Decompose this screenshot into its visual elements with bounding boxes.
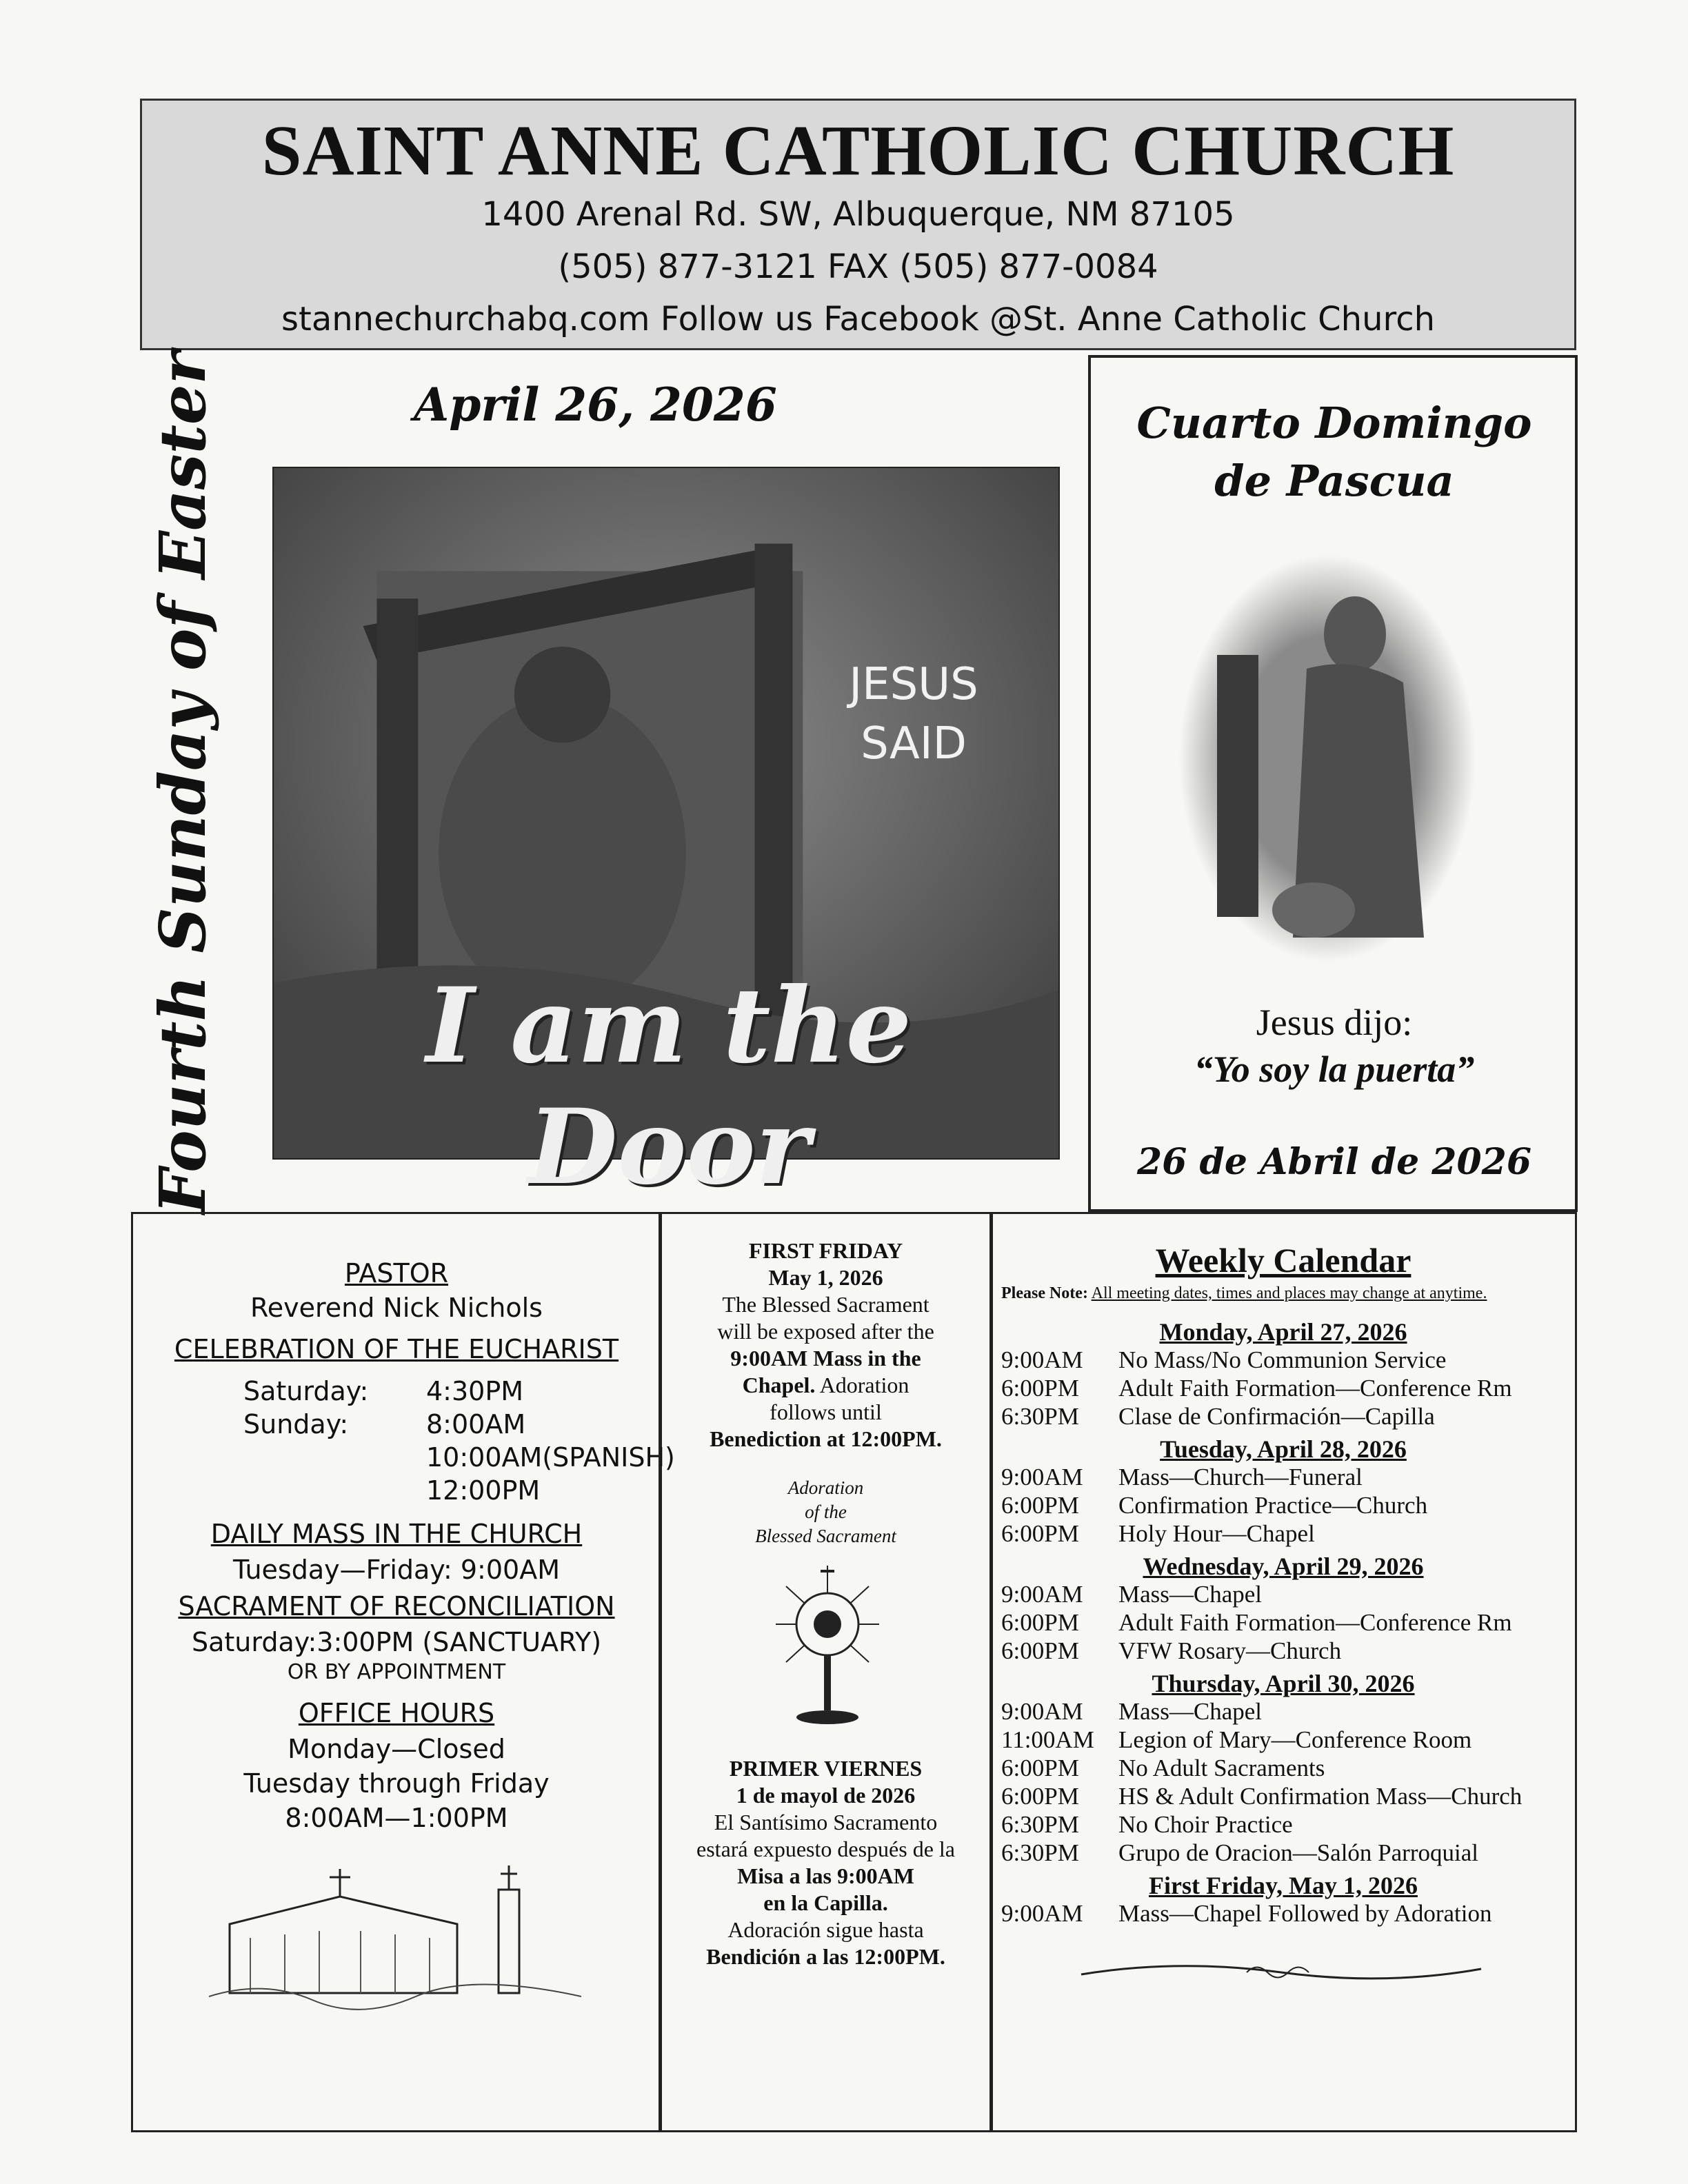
mass-day-1: Saturday: (243, 1376, 369, 1406)
pastor-name: Reverend Nick Nichols (250, 1293, 543, 1323)
calendar-event: 6:00PM Adult Faith Formation—Conference Rm (1001, 1609, 1512, 1636)
church-name: SAINT ANNE CATHOLIC CHURCH (261, 111, 1455, 190)
image-text-jesus-said: JESUS SAID (849, 659, 978, 770)
daily-mass-heading: DAILY MASS IN THE CHURCH (210, 1519, 583, 1549)
primer-viernes-date: 1 de mayol de 2026 (736, 1783, 916, 1808)
church-web-social: stannechurchabq.com Follow us Facebook @St. Anne Catholic Church (281, 300, 1435, 339)
reconciliation-heading: SACRAMENT OF RECONCILIATION (178, 1591, 615, 1621)
eucharist-heading: CELEBRATION OF THE EUCHARIST (174, 1334, 619, 1364)
calendar-event: 9:00AM Mass—Church—Funeral (1001, 1464, 1363, 1490)
first-friday-heading: FIRST FRIDAY (748, 1238, 903, 1263)
calendar-event: 6:30PM No Choir Practice (1001, 1811, 1293, 1838)
parish-info-column (131, 1212, 675, 2132)
church-header (140, 99, 1576, 350)
first-friday-line-2: will be exposed after the (717, 1319, 934, 1344)
first-friday-date: May 1, 2026 (768, 1265, 883, 1290)
calendar-event: 6:00PM Adult Faith Formation—Conference Rm (1001, 1375, 1512, 1402)
calendar-event: 6:00PM No Adult Sacraments (1001, 1755, 1325, 1781)
first-friday-line-1: The Blessed Sacrament (722, 1292, 930, 1317)
good-shepherd-image (1176, 552, 1479, 965)
calendar-event: 9:00AM No Mass/No Communion Service (1001, 1346, 1447, 1373)
day-heading: First Friday, May 1, 2026 (1149, 1872, 1418, 1899)
reconciliation-appointment: OR BY APPOINTMENT (287, 1660, 506, 1684)
day-heading: Tuesday, April 28, 2026 (1160, 1435, 1407, 1463)
adoration-art-caption: Adoration of the Blessed Sacrament (755, 1477, 896, 1547)
calendar-event: 6:00PM VFW Rosary—Church (1001, 1637, 1342, 1664)
primer-viernes-line-4: en la Capilla. (763, 1890, 888, 1915)
calendar-event: 6:00PM Holy Hour—Chapel (1001, 1520, 1315, 1547)
primer-viernes-line-6: Bendición a las 12:00PM. (706, 1944, 945, 1969)
mass-time-4: 12:00PM (426, 1475, 541, 1506)
first-friday-line-4: Chapel. (742, 1373, 816, 1397)
calendar-event: 9:00AM Mass—Chapel (1001, 1581, 1263, 1608)
primer-viernes-line-2: estará expuesto después de la (696, 1837, 955, 1861)
monstrance-icon (752, 1559, 903, 1731)
calendar-event: 6:00PM Confirmation Practice—Church (1001, 1492, 1428, 1519)
vertical-title: Fourth Sunday of Easter (145, 350, 220, 1215)
office-hours-line-3: 8:00AM—1:00PM (285, 1803, 508, 1833)
mass-time-2: 8:00AM (426, 1409, 526, 1439)
calendar-note: Please Note: All meeting dates, times and places may change at anytime. (1001, 1284, 1487, 1302)
weekly-calendar-column (989, 1212, 1577, 2132)
office-hours-line-1: Monday—Closed (288, 1734, 505, 1764)
church-phone-fax: (505) 877-3121 FAX (505) 877-0084 (558, 247, 1158, 287)
primer-viernes-heading: PRIMER VIERNES (729, 1756, 923, 1781)
calendar-event: 6:30PM Clase de Confirmación—Capilla (1001, 1403, 1435, 1430)
weekly-calendar-title: Weekly Calendar (1155, 1241, 1411, 1280)
reconciliation-times: Saturday:3:00PM (SANCTUARY) (191, 1627, 602, 1657)
office-hours-line-2: Tuesday through Friday (243, 1768, 550, 1799)
office-hours-heading: OFFICE HOURS (298, 1698, 495, 1728)
calendar-event: 6:30PM Grupo de Oracion—Salón Parroquial (1001, 1839, 1478, 1866)
spanish-title: Cuarto Domingo de Pascua (1136, 398, 1532, 506)
calendar-event: 11:00AM Legion of Mary—Conference Room (1001, 1726, 1472, 1753)
daily-mass-times: Tuesday—Friday: 9:00AM (233, 1555, 560, 1585)
mass-time-1: 4:30PM (426, 1376, 524, 1406)
calendar-event: 9:00AM Mass—Chapel (1001, 1698, 1263, 1725)
day-heading: Thursday, April 30, 2026 (1152, 1670, 1415, 1697)
first-friday-line-5: follows until (770, 1399, 882, 1424)
mass-day-2: Sunday: (243, 1409, 349, 1439)
mass-time-3: 10:00AM(SPANISH) (426, 1442, 675, 1473)
first-friday-line-3: 9:00AM Mass in the (730, 1346, 921, 1371)
church-building-sketch (209, 1848, 581, 2028)
pastor-heading: PASTOR (344, 1258, 449, 1288)
calendar-event: 6:00PM HS & Adult Confirmation Mass—Church (1001, 1783, 1523, 1810)
day-heading: Wednesday, April 29, 2026 (1143, 1553, 1424, 1580)
spanish-caption: Jesus dijo: “Yo soy la puerta” (1194, 1002, 1475, 1090)
decorative-flourish (1074, 1955, 1488, 1990)
primer-viernes-line-5: Adoración sigue hasta (727, 1917, 924, 1942)
day-heading: Monday, April 27, 2026 (1159, 1318, 1407, 1346)
primer-viernes-line-3: Misa a las 9:00AM (737, 1863, 914, 1888)
first-friday-column (659, 1212, 993, 2132)
spanish-date: 26 de Abril de 2026 (1137, 1141, 1531, 1183)
primer-viernes-line-1: El Santísimo Sacramento (714, 1810, 938, 1834)
feature-date: April 26, 2026 (414, 378, 777, 432)
first-friday-line-4b: Adoration (815, 1373, 910, 1397)
church-address: 1400 Arenal Rd. SW, Albuquerque, NM 87105 (481, 195, 1235, 234)
first-friday-line-6: Benediction at 12:00PM. (710, 1426, 942, 1451)
calendar-event: 9:00AM Mass—Chapel Followed by Adoration (1001, 1900, 1492, 1927)
image-text-i-am-the-door: I am the Door (425, 965, 912, 1208)
